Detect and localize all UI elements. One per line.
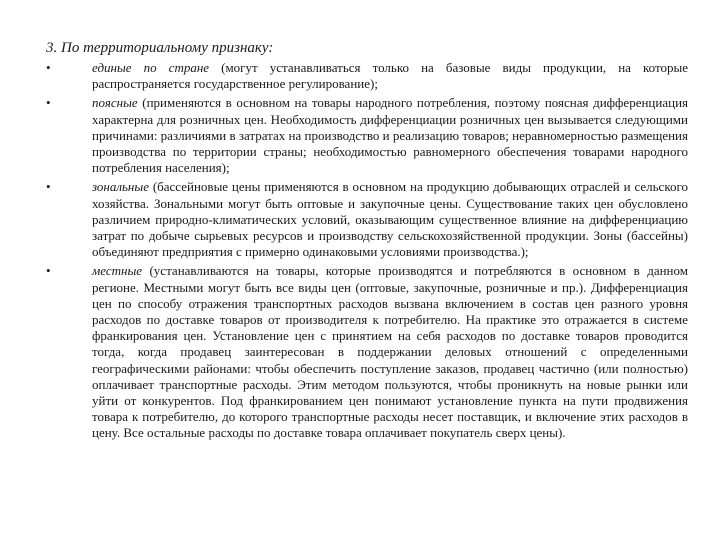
- item-term: зональные: [92, 179, 149, 195]
- item-text: (применяются в основном на товары народного потребления, поэтому поясная дифференциация характерна для розничных цен. Необходимость дифференциации розничных цен вызывается следующими причинами: различиями в затратах на производство и реализацию товаров; неравномерностью размещения производства по территории страны; необходимостью равномерного обеспечения товарами народного потребления населения);: [92, 95, 688, 176]
- list-item-local-prices: [0, 263, 720, 441]
- item-term: поясные: [92, 95, 138, 111]
- bullet-icon: •: [46, 95, 51, 111]
- list-item-zonal-prices: [0, 179, 720, 260]
- section-heading: 3. По территориальному признаку:: [46, 40, 274, 56]
- list-item-zone-belt-prices: [0, 95, 720, 176]
- bullet-icon: •: [46, 179, 51, 195]
- bullet-icon: •: [46, 263, 51, 279]
- item-term: единые по стране: [92, 60, 210, 75]
- item-text: (бассейновые цены применяются в основном на продукцию добывающих отраслей и сельского хозяйства. Зональными могут быть оптовые и закупочные цены. Существование таких цен обусловлено различием природно-климатических условий, оказывающим существенное влияние на дифференциацию затрат по добыче сырьевых ресурсов и производству сельскохозяйственной продукции. Зоны (бассейны) объединяют предприятия с примерно одинаковыми условиями производства.);: [92, 179, 688, 260]
- item-text: (могут устанавливаться только на базовые виды продукции, на которые распространяется государственное регулирование);: [92, 60, 688, 92]
- item-text: (устанавливаются на товары, которые производятся и потребляются в основном в данном регионе. Местными могут быть все виды цен (оптовые, закупочные, розничные и пр.). Дифференциация цен по способу отражения транспортных расходов вызвана включением в состав цен разного уровня расходов по доставке товаров от производителя к потребителю. На практике это отражается в системе франкирования цен. Установление цен с принятием на себя расходов по доставке товаров проводится тогда, когда продавец заинтересован в поддержании деловых отношений с определенными географическими районами: чтобы обеспечить поступление заказов, продавец частично (или полностью) оплачивает транспортные расходы. Этим методом пользуются, чтобы проникнуть на новые рынки или уйти от конкурентов. Под франкированием цен понимают установление пункта на пути продвижения товара к потребителю, до которого транспортные расходы несет поставщик, и включение этих расходов в цену. Все остальные расходы по доставке товара оплачивает покупатель сверх цены).: [92, 263, 688, 441]
- price-types-list: [0, 60, 720, 445]
- bullet-icon: •: [46, 60, 51, 75]
- list-item-uniform-prices: [0, 60, 720, 92]
- item-term: местные: [92, 263, 143, 279]
